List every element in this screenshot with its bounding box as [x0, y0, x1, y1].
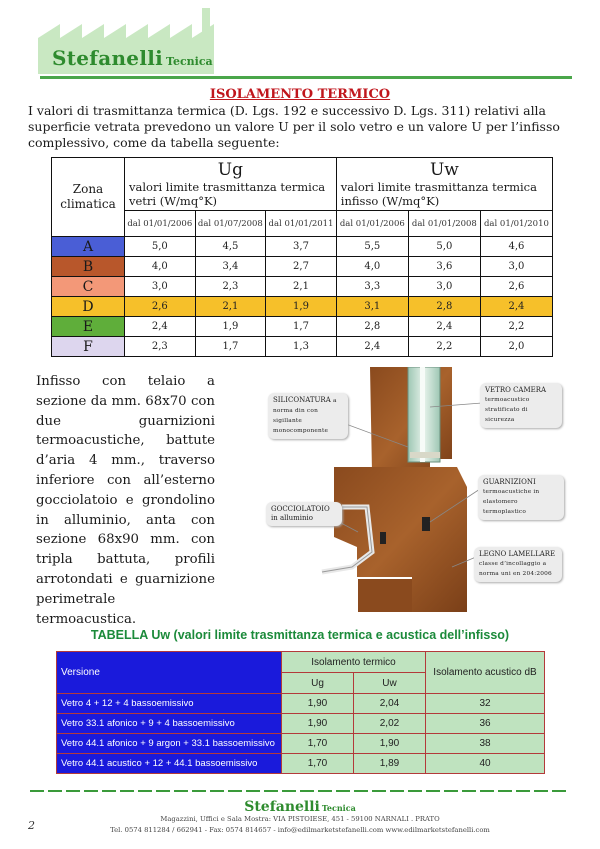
value-cell: 1,9: [266, 297, 337, 317]
table-row: [57, 714, 545, 734]
label-vetro-camera: [480, 383, 562, 428]
value-cell: 2,7: [266, 257, 337, 277]
trasmittanza-table: [51, 157, 553, 357]
value-cell: 2,8: [336, 317, 408, 337]
value-cell: 5,0: [408, 237, 480, 257]
db-cell: 38: [426, 734, 545, 754]
value-cell: 3,6: [408, 257, 480, 277]
zona-header: Zona climatica: [52, 158, 125, 237]
uw-header-row: [57, 652, 545, 673]
label-siliconatura-text: a norma din con sigillante monocomponente: [273, 398, 337, 434]
uw-table: [56, 651, 545, 774]
col-ug: Ug: [282, 673, 354, 694]
uw-table-title: TABELLA Uw (valori limite trasmittanza termica e acustica dell’infisso): [90, 628, 510, 642]
value-cell: 2,2: [480, 317, 552, 337]
table-row: [52, 237, 553, 257]
value-cell: 2,4: [125, 317, 196, 337]
label-guarnizioni: [478, 475, 564, 520]
col-uw: Uw: [353, 673, 425, 694]
date-row: [52, 211, 553, 237]
header-divider: [40, 76, 572, 79]
value-cell: 2,6: [480, 277, 552, 297]
window-section-diagram: [262, 367, 562, 617]
ug-desc: valori limite trasmittanza termica vetri (W/mq°K): [129, 180, 326, 208]
table-row: [52, 337, 553, 357]
uw-cell: 2,02: [353, 714, 425, 734]
value-cell: 4,5: [195, 237, 266, 257]
footer-brand: [0, 796, 600, 815]
table-row: [57, 694, 545, 714]
intro-paragraph: I valori di trasmittanza termica (D. Lgs. 192 e successivo D. Lgs. 311) relativi alla superficie vetrata prevedono un valore U per il solo vetro e un valore U per l’infisso complessivo, come da tabella seguente:: [28, 103, 560, 150]
date-cell: dal 01/01/2006: [336, 211, 408, 237]
value-cell: 2,4: [408, 317, 480, 337]
value-cell: 3,4: [195, 257, 266, 277]
page-title: ISOLAMENTO TERMICO: [209, 87, 391, 102]
page-number: 2: [28, 819, 35, 832]
uw-desc: valori limite trasmittanza termica infisso (W/mq°K): [340, 180, 537, 208]
value-cell: 3,3: [336, 277, 408, 297]
ug-cell: 1,70: [282, 754, 354, 774]
uw-cell: 1,89: [353, 754, 425, 774]
zone-cell: C: [52, 277, 125, 297]
value-cell: 3,1: [336, 297, 408, 317]
value-cell: 1,9: [195, 317, 266, 337]
value-cell: 1,3: [266, 337, 337, 357]
value-cell: 2,3: [195, 277, 266, 297]
footer-brand-main: Stefanelli: [244, 799, 320, 815]
value-cell: 2,4: [480, 297, 552, 317]
versione-cell: Vetro 4 + 12 + 4 bassoemissivo: [57, 694, 282, 714]
value-cell: 4,0: [336, 257, 408, 277]
versione-cell: Vetro 44.1 acustico + 12 + 44.1 bassoemissivo: [57, 754, 282, 774]
label-gocciolatoio-title: GOCCIOLATOIO in: [271, 505, 330, 522]
uw-title: Uw: [429, 160, 459, 180]
brand-sub: Tecnica: [166, 55, 213, 68]
value-cell: 2,8: [408, 297, 480, 317]
uw-cell: 1,90: [353, 734, 425, 754]
col-isolamento-acustico: Isolamento acustico dB: [426, 652, 545, 694]
zone-cell: B: [52, 257, 125, 277]
value-cell: 3,0: [125, 277, 196, 297]
value-cell: 1,7: [266, 317, 337, 337]
table-row: [57, 754, 545, 774]
value-cell: 2,1: [266, 277, 337, 297]
footer-address: Magazzini, Uffici e Sala Mostra: VIA PISTOIESE, 451 - 59100 NARNALI . PRATO: [160, 815, 440, 823]
versione-cell: Vetro 33.1 afonico + 9 + 4 bassoemissivo: [57, 714, 282, 734]
date-cell: dal 01/01/2008: [408, 211, 480, 237]
zone-cell: F: [52, 337, 125, 357]
ug-cell: 1,90: [282, 694, 354, 714]
label-siliconatura: [268, 393, 348, 439]
value-cell: 4,0: [125, 257, 196, 277]
value-cell: 4,6: [480, 237, 552, 257]
date-cell: dal 01/07/2008: [195, 211, 266, 237]
label-legno-title: LEGNO LAMELLARE: [479, 550, 556, 558]
label-legno-lamellare: [474, 547, 562, 582]
value-cell: 2,6: [125, 297, 196, 317]
value-cell: 3,0: [408, 277, 480, 297]
label-gocciolatoio-text: alluminio: [279, 514, 313, 522]
footer-contact: Tel. 0574 811284 / 662941 - Fax: 0574 814657 - info@edilmarketstefanelli.com www.edilmarketstefanelli.com: [110, 826, 490, 834]
value-cell: 1,7: [195, 337, 266, 357]
footer-brand-sub: Tecnica: [321, 803, 356, 813]
table-row: [57, 734, 545, 754]
value-cell: 2,4: [336, 337, 408, 357]
col-isolamento-termico: Isolamento termico: [282, 652, 426, 673]
value-cell: 5,0: [125, 237, 196, 257]
db-cell: 32: [426, 694, 545, 714]
label-guarnizioni-text: termoacustiche in elastomero termoplastico: [483, 489, 540, 515]
label-siliconatura-title: SILICONATURA: [273, 396, 331, 404]
table-row-highlighted: [52, 297, 553, 317]
ug-title: Ug: [217, 160, 243, 180]
date-cell: dal 01/01/2011: [266, 211, 337, 237]
brand-logo: [52, 46, 213, 70]
zone-cell: A: [52, 237, 125, 257]
zone-cell: D: [52, 297, 125, 317]
col-versione: Versione: [57, 652, 282, 694]
db-cell: 40: [426, 754, 545, 774]
table-row: [52, 277, 553, 297]
brand-main: Stefanelli: [52, 46, 164, 70]
value-cell: 3,0: [480, 257, 552, 277]
uw-cell: 2,04: [353, 694, 425, 714]
db-cell: 36: [426, 714, 545, 734]
label-vetro-title: VETRO CAMERA: [485, 386, 547, 394]
zone-cell: E: [52, 317, 125, 337]
table-header-row: [52, 158, 553, 211]
infisso-description: Infisso con telaio a sezione da mm. 68x70 con due guarnizioni termoacustiche, battute d’aria 4 mm., traverso inferiore con all’esterno gocciolatoio e grondolino in alluminio, anta con sezione 68x90 mm. con tripla battuta, profili arrotondati e guarnizione perimetrale termoacustica.: [36, 374, 215, 627]
date-cell: dal 01/01/2010: [480, 211, 552, 237]
date-cell: dal 01/01/2006: [125, 211, 196, 237]
label-legno-text: classe d’incollaggio a norma uni en 204:2006: [479, 561, 552, 577]
ug-group-header: [125, 158, 337, 211]
table-row: [52, 257, 553, 277]
value-cell: 2,0: [480, 337, 552, 357]
value-cell: 2,1: [195, 297, 266, 317]
label-guarnizioni-title: GUARNIZIONI: [483, 478, 536, 486]
ug-cell: 1,70: [282, 734, 354, 754]
page-header: [0, 0, 600, 90]
versione-cell: Vetro 44.1 afonico + 9 argon + 33.1 bassoemissivo: [57, 734, 282, 754]
value-cell: 3,7: [266, 237, 337, 257]
label-vetro-text: termoacustico stratificato di sicurezza: [485, 397, 530, 423]
value-cell: 2,3: [125, 337, 196, 357]
value-cell: 5,5: [336, 237, 408, 257]
uw-group-header: [336, 158, 552, 211]
footer-divider: [30, 790, 570, 792]
table-row: [52, 317, 553, 337]
value-cell: 2,2: [408, 337, 480, 357]
ug-cell: 1,90: [282, 714, 354, 734]
label-gocciolatoio: [266, 502, 342, 526]
